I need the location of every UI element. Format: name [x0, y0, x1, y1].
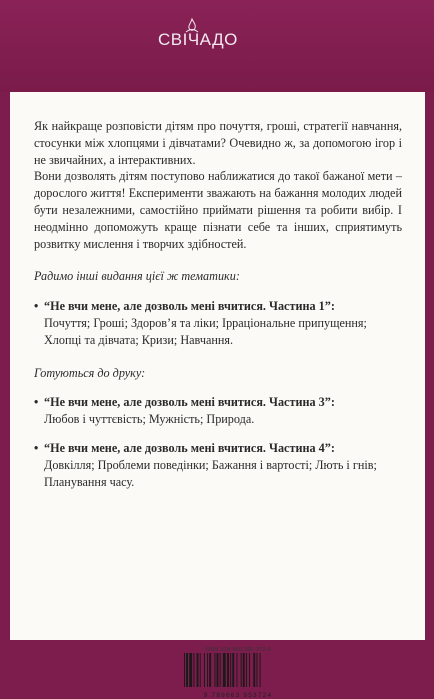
book-title: “Не вчи мене, але дозволь мені вчитися. Частина 3”: [44, 395, 335, 410]
book-topics: Почуття; Гроші; Здоров’я та ліки; Ірраціональне припущення; Хлопці та дівчата; Кризи; Навчання. [44, 315, 367, 347]
isbn-barcode [178, 647, 298, 699]
intro-text [34, 118, 402, 252]
bullet: • [34, 395, 39, 410]
book-title: “Не вчи мене, але дозволь мені вчитися. Частина 4”: [44, 440, 335, 455]
book-entry [34, 298, 402, 348]
publisher-logo: СВІЧАДО [158, 30, 238, 49]
back-cover-page [10, 92, 425, 699]
bullet: • [34, 299, 39, 314]
book-title: “Не вчи мене, але дозволь мені вчитися. Частина 1”: [44, 299, 335, 314]
bullet: • [34, 440, 39, 455]
recommended-heading: Радимо інші видання цієї ж тематики: [34, 269, 240, 284]
barcode-number: 9 789663 953724 [203, 692, 273, 699]
upcoming-heading: Готуються до друку: [34, 365, 146, 380]
book-entry [34, 440, 402, 490]
barcode-icon [178, 653, 298, 687]
intro-paragraph: Як найкраще розповісти дітям про почуття, гроші, стратегії навчання, стосунки між хлопцями і дівчатами? Очевидно ж, за допомогою ігор і не звичайних, а інтерактивних. [34, 119, 402, 167]
content [34, 118, 402, 502]
book-topics: Любов і чуттєвість; Мужність; Природа. [44, 412, 255, 427]
intro-paragraph: Вони дозволять дітям поступово наближатися до такої бажаної мети – дорослого життя! Експерименти зважають на бажання молодих людей бути незалежними, самостійно приймати рішення та робити вибір. І неодмінно допоможуть краще пізнати себе та інших, сприятимуть розвитку мислення і творчих здібностей. [34, 169, 402, 251]
cover-header [0, 0, 434, 92]
book-topics: Довкілля; Проблеми поведінки; Бажання і вартості; Лють і гнів; Планування часу. [44, 457, 377, 489]
book-entry [34, 394, 402, 428]
isbn-label: ISBN 978-966-395-372-4 [205, 647, 271, 653]
